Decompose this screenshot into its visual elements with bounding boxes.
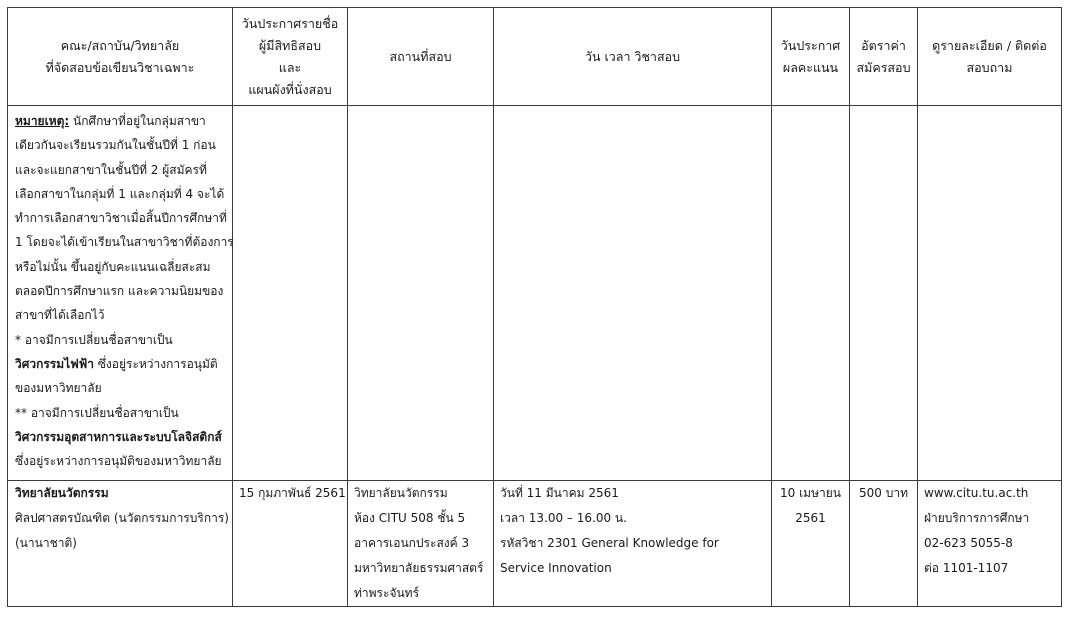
- contact-phone: 02-623 5055-8: [924, 536, 1013, 550]
- note-line: เลือกสาขาในกลุ่มที่ 1 และกลุ่มที่ 4 จะได้: [15, 186, 225, 201]
- note-row: [8, 106, 1062, 481]
- note-line: หรือไม่นั้น ขึ้นอยู่กับคะแนนเฉลี่ยสะสม: [15, 259, 211, 274]
- note-cell: หมายเหตุ: นักศึกษาที่อยู่ในกลุ่มสาขา เดียวกันจะเรียนรวมกันในชั้นปีที่ 1 ก่อน และจะแยกสาขาในชั้นปีที่ 2 ผู้สมัครที่ เลือกสาขาในกลุ่มที่ 1 และกลุ่มที่ 4 จะได้ ทำการเลือกสาขาวิชาเมื่อสิ้นปีการศึกษาที่ 1 โดยจะได้เข้าเรียนในสาขาวิชาที่ต้องการ หรือไม่นั้น ขึ้นอยู่กับคะแนนเฉลี่ยสะสม ตลอดปีการศึกษาแรก และความนิยมของ สาขาที่ได้เลือกไว้ * อาจมีการเปลี่ยนชื่อสาขาเป็น วิศวกรรมไฟฟ้า ซึ่งอยู่ระหว่างการอนุมัติ ของมหาวิทยาลัย ** อาจมีการเปลี่ยนชื่อสาขาเป็น วิศวกรรมอุตสาหการและระบบโลจิสติกส์ ซึ่งอยู่ระหว่างการอนุมัติของมหาวิทยาลัย: [8, 106, 233, 481]
- empty-cell: [494, 106, 772, 481]
- electrical-eng-name: วิศวกรรมไฟฟ้า: [15, 356, 94, 371]
- note-line: ทำการเลือกสาขาวิชาเมื่อสิ้นปีการศึกษาที่: [15, 211, 227, 226]
- empty-cell: [850, 106, 918, 481]
- note-line: ซึ่งอยู่ระหว่างการอนุมัติของมหาวิทยาลัย: [15, 454, 222, 469]
- header-faculty: คณะ/สถาบัน/วิทยาลัย ที่จัดสอบข้อเขียนวิชาเฉพาะ: [8, 8, 233, 106]
- contact-cell: [918, 481, 1062, 607]
- note-line: ** อาจมีการเปลี่ยนชื่อสาขาเป็น: [15, 405, 179, 420]
- note-line: ตลอดปีการศึกษาแรก และความนิยมของ: [15, 284, 224, 299]
- contact-website: www.citu.tu.ac.th: [924, 486, 1029, 500]
- empty-cell: [348, 106, 494, 481]
- note-line: และจะแยกสาขาในชั้นปีที่ 2 ผู้สมัครที่: [15, 162, 207, 177]
- note-line: 1 โดยจะได้เข้าเรียนในสาขาวิชาที่ต้องการ: [15, 235, 234, 250]
- note-label: หมายเหตุ:: [15, 114, 70, 128]
- empty-cell: [233, 106, 348, 481]
- datetime-cell: วันที่ 11 มีนาคม 2561 เวลา 13.00 – 16.00 น. รหัสวิชา 2301 General Knowledge for Service Innovation: [494, 481, 772, 607]
- contact-extension: ต่อ 1101-1107: [924, 561, 1009, 575]
- header-contact: ดูรายละเอียด / ติดต่อ สอบถาม: [918, 8, 1062, 106]
- venue-cell: วิทยาลัยนวัตกรรม ห้อง CITU 508 ชั้น 5 อาคารเอนกประสงค์ 3 มหาวิทยาลัยธรรมศาสตร์ ท่าพระจันทร์: [348, 481, 494, 607]
- empty-cell: [772, 106, 850, 481]
- note-line: * อาจมีการเปลี่ยนชื่อสาขาเป็น: [15, 332, 173, 347]
- announce-date-cell: 15 กุมภาพันธ์ 2561: [233, 481, 348, 607]
- header-announce: วันประกาศรายชื่อ ผู้มีสิทธิสอบ และ แผนผังที่นั่งสอบ: [233, 8, 348, 106]
- note-line: สาขาที่ได้เลือกไว้: [15, 308, 105, 323]
- header-datetime: วัน เวลา วิชาสอบ: [494, 8, 772, 106]
- header-venue: สถานที่สอบ: [348, 8, 494, 106]
- fee-cell: 500 บาท: [850, 481, 918, 607]
- table-row: [8, 481, 1062, 607]
- exam-schedule-table: [7, 7, 1062, 607]
- faculty-cell: [8, 481, 233, 607]
- note-line: ของมหาวิทยาลัย: [15, 381, 102, 396]
- note-line: เดียวกันจะเรียนรวมกันในชั้นปีที่ 1 ก่อน: [15, 138, 216, 153]
- industrial-eng-name: วิศวกรรมอุตสาหการและระบบโลจิสติกส์: [15, 429, 222, 444]
- program-name: (นานาชาติ): [15, 536, 77, 550]
- empty-cell: [918, 106, 1062, 481]
- header-row: [8, 8, 1062, 106]
- program-name: ศิลปศาสตรบัณฑิต (นวัตกรรมการบริการ): [15, 511, 229, 525]
- score-date-cell: 10 เมษายน 2561: [772, 481, 850, 607]
- contact-department: ฝ่ายบริการการศึกษา: [924, 511, 1030, 525]
- faculty-name: วิทยาลัยนวัตกรรม: [15, 486, 109, 500]
- header-fee: อัตราค่า สมัครสอบ: [850, 8, 918, 106]
- header-score-date: วันประกาศ ผลคะแนน: [772, 8, 850, 106]
